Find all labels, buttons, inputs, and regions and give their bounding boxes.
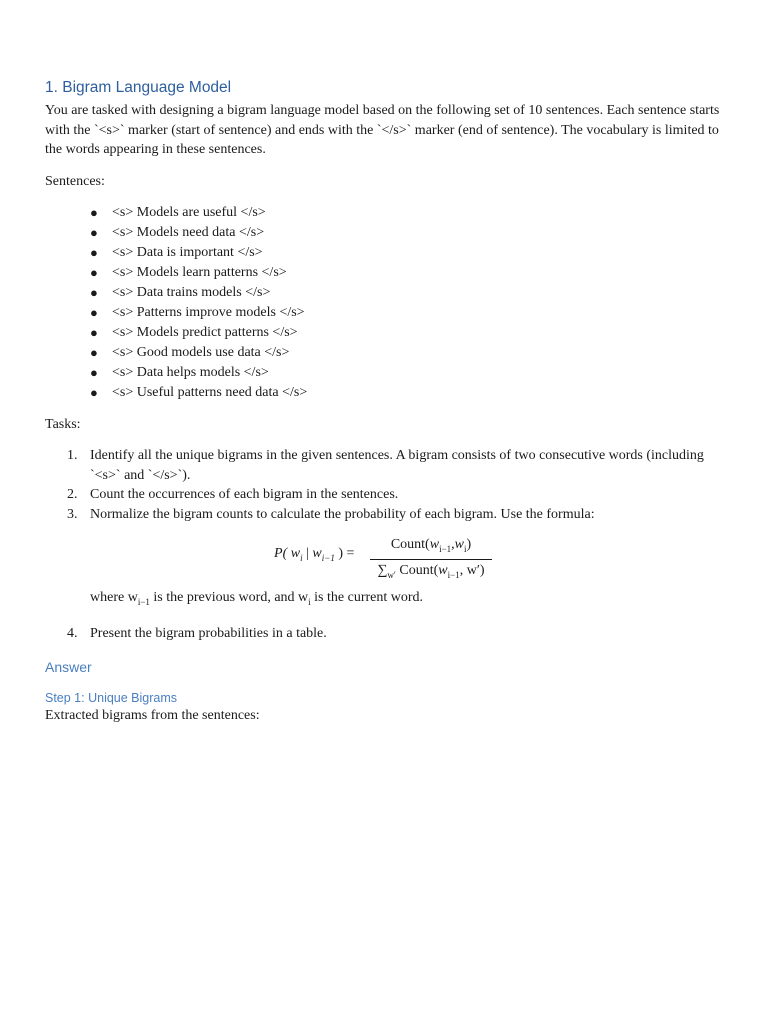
list-item (45, 323, 725, 343)
sentence-text: <s> Data helps models </s> (112, 365, 269, 381)
formula-lhs: P( $w_i$ | $w_{i-1}$ ) = (274, 546, 355, 564)
task-item (45, 624, 725, 644)
document-page (45, 78, 725, 725)
bullet-icon: ● (90, 284, 98, 300)
task-text: Identify all the unique bigrams in the given sentences. A bigram consists of two consecutive words (including `<s>` and `</s>`). (90, 448, 704, 483)
sentence-text: <s> Patterns improve models </s> (112, 304, 305, 320)
formula-explanation: where $w_{i-1}$ is the previous word, and $w_i$ is the current word. (90, 590, 424, 608)
task-text: Normalize the bigram counts to calculate the probability of each bigram. Use the formula: (90, 506, 595, 522)
task-text: Count the occurrences of each bigram in the sentences. (90, 487, 399, 503)
formula-fraction (370, 536, 492, 584)
formula-numerator: $Count(w_{i-1},w_i)$ (390, 537, 472, 555)
task-number: 2. (67, 487, 78, 503)
task-number: 3. (67, 506, 78, 522)
answer-heading: Answer (45, 658, 92, 675)
bullet-icon: ● (90, 224, 98, 240)
sentence-text: <s> Good models use data </s> (112, 345, 290, 361)
sentence-text: <s> Data trains models </s> (112, 284, 271, 300)
sentence-text: <s> Data is important </s> (112, 244, 263, 260)
intro-paragraph: You are tasked with designing a bigram language model based on the following set of 10 sentences. Each sentence starts with the `<s>` marker (start of sentence) and ends with the `</s>` marker (end of sentence). The vocabulary is limited to the words appearing in these sentences. (45, 103, 720, 157)
bullet-icon: ● (90, 204, 98, 220)
section-title: 1. Bigram Language Model (45, 79, 232, 96)
task-text: Present the bigram probabilities in a table. (90, 626, 327, 642)
task-number: 4. (67, 626, 78, 642)
task-number: 1. (67, 448, 78, 464)
bullet-icon: ● (90, 365, 98, 381)
fraction-bar (370, 559, 492, 560)
bigram-probability-formula (45, 536, 725, 580)
bullet-icon: ● (90, 304, 98, 320)
bullet-icon: ● (90, 264, 98, 280)
task-item (45, 485, 725, 505)
bullet-icon: ● (90, 244, 98, 260)
list-item (45, 243, 725, 263)
sentence-text: <s> Models need data </s> (112, 224, 265, 240)
task-list (45, 446, 725, 524)
list-item (45, 223, 725, 243)
tasks-label: Tasks: (45, 417, 81, 433)
sentence-text: <s> Models predict patterns </s> (112, 325, 298, 341)
bullet-icon: ● (90, 345, 98, 361)
list-item (45, 343, 725, 363)
formula-denominator: $\sum_{w'}$ $Count(w_{i-1}$, w′) (377, 563, 485, 581)
bullet-icon: ● (90, 385, 98, 401)
bullet-icon: ● (90, 325, 98, 341)
sentence-list (45, 203, 725, 404)
task-item (45, 446, 725, 485)
list-item (45, 363, 725, 383)
list-item (45, 203, 725, 223)
task-item (45, 505, 725, 525)
step1-text: Extracted bigrams from the sentences: (45, 707, 260, 723)
list-item (45, 263, 725, 283)
sentences-label: Sentences: (45, 173, 105, 189)
sentence-text: <s> Models are useful </s> (112, 204, 266, 220)
sentence-text: <s> Models learn patterns </s> (112, 264, 287, 280)
step1-heading: Step 1: Unique Bigrams (45, 690, 178, 705)
sentence-text: <s> Useful patterns need data </s> (112, 385, 308, 401)
list-item (45, 303, 725, 323)
task-list-continued (45, 624, 725, 644)
list-item (45, 383, 725, 403)
list-item (45, 283, 725, 303)
